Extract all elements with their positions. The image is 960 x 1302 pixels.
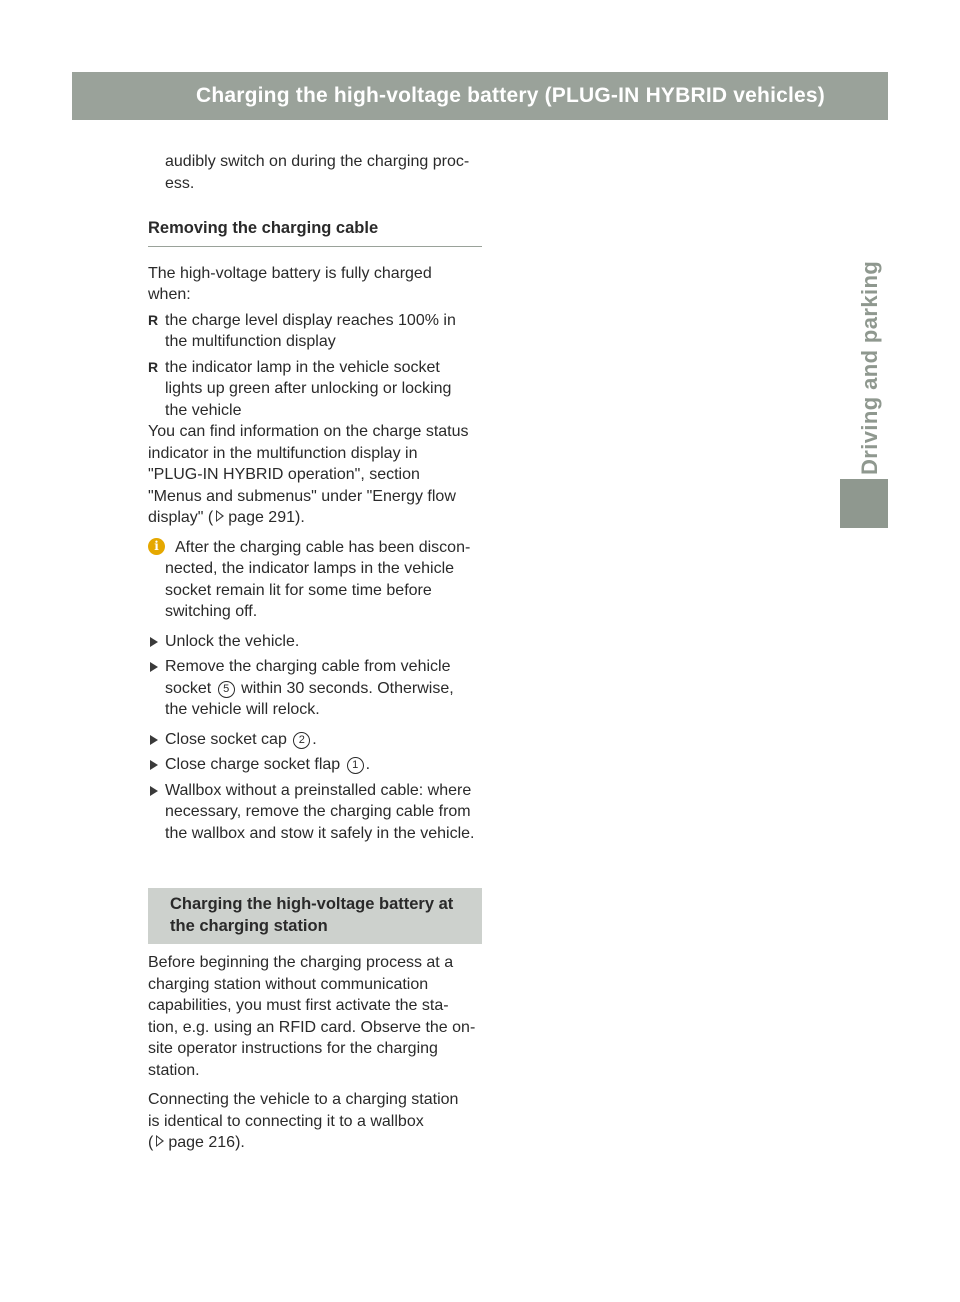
step-arrow-icon (150, 637, 158, 647)
page-reference-link[interactable]: page 216). (168, 1134, 245, 1151)
text-line: the vehicle (165, 401, 242, 419)
main-column (148, 151, 482, 1154)
text-line: Before beginning the charging process at a (148, 954, 454, 971)
side-tab-marker (840, 479, 888, 528)
text-line: the charging station (170, 916, 328, 935)
step-arrow-icon (150, 760, 158, 770)
text-line (165, 678, 482, 700)
intro-text (148, 151, 482, 194)
charge-status-paragraph (148, 421, 482, 529)
text-line: Unlock the vehicle. (165, 632, 300, 650)
text-line: when: (148, 286, 191, 303)
page-header (72, 72, 952, 120)
list-item (148, 357, 482, 422)
station-paragraph-2 (148, 1089, 482, 1154)
callout-number: 5 (218, 681, 235, 698)
step-item (148, 754, 482, 776)
page-ref-arrow-icon (156, 1135, 164, 1147)
text-line: "PLUG-IN HYBRID operation", section (148, 466, 420, 483)
text-fragment: socket (165, 679, 216, 697)
text-line: the charge level display reaches 100% in (165, 311, 456, 329)
text-line: "Menus and submenus" under "Energy flow (148, 487, 456, 505)
text-line: nected, the indicator lamps in the vehicle (165, 560, 455, 577)
text-line (148, 1132, 482, 1154)
step-item (148, 656, 482, 721)
text-line: Charging the high-voltage battery at (170, 895, 454, 913)
text-line: the wallbox and stow it safely in the vehicle. (165, 824, 475, 842)
text-line: Connecting the vehicle to a charging station (148, 1091, 459, 1108)
text-line: station. (148, 1061, 200, 1079)
step-item (148, 729, 482, 751)
text-fragment: display" ( (148, 509, 214, 526)
chapter-title: Charging the high-voltage battery (PLUG-IN HYBRID vehicles) (195, 84, 825, 107)
section-heading-removing: Removing the charging cable (148, 218, 482, 247)
text-line: is identical to connecting it to a wallbox (148, 1112, 424, 1130)
text-line: Remove the charging cable from vehicle (165, 658, 451, 675)
step-arrow-icon (150, 735, 158, 745)
text-fragment: within 30 seconds. Otherwise, (236, 679, 454, 697)
text-line: charging station without communication (148, 975, 429, 993)
text-line: indicator in the multifunction display in (148, 444, 418, 462)
step-item (148, 631, 482, 653)
step-item (148, 780, 482, 845)
info-note (148, 537, 482, 623)
text-line: socket remain lit for some time before (165, 581, 432, 599)
callout-number: 2 (293, 732, 310, 749)
text-line (148, 507, 482, 529)
text-line: audibly switch on during the charging proc- (165, 153, 470, 170)
text-fragment: . (312, 730, 317, 748)
text-line: lights up green after unlocking or locking (165, 380, 452, 397)
side-tab-label: Driving and parking (857, 260, 882, 475)
text-line: the vehicle will relock. (165, 701, 320, 718)
section-heading-station (148, 888, 482, 944)
info-icon: i (148, 538, 165, 555)
callout-number: 1 (347, 757, 364, 774)
text-line: necessary, remove the charging cable from (165, 803, 471, 820)
text-line: the indicator lamp in the vehicle socket (165, 358, 440, 376)
text-line: ess. (165, 174, 195, 192)
bullet-mark: R (148, 358, 159, 375)
step-arrow-icon (150, 662, 158, 672)
page-number: 217 (915, 84, 952, 107)
text-fragment: ( (148, 1134, 154, 1151)
list-item (148, 310, 482, 353)
text-fragment: Close socket cap (165, 730, 292, 748)
text-line: switching off. (165, 603, 258, 620)
text-line: site operator instructions for the charging (148, 1040, 438, 1057)
page-ref-arrow-icon (216, 510, 224, 522)
text-fragment: Close charge socket flap (165, 756, 345, 773)
text-line: You can find information on the charge status (148, 423, 469, 440)
text-line: The high-voltage battery is fully charged (148, 264, 432, 282)
text-line: Wallbox without a preinstalled cable: where (165, 781, 472, 799)
text-line: tion, e.g. using an RFID card. Observe the on- (148, 1018, 476, 1036)
bullet-mark: R (148, 311, 159, 328)
text-line (165, 754, 482, 776)
text-line: After the charging cable has been discon- (175, 538, 471, 556)
step-arrow-icon (150, 786, 158, 796)
page-reference-link[interactable]: page 291). (228, 509, 305, 526)
text-line: capabilities, you must first activate the sta- (148, 997, 449, 1014)
text-line (165, 729, 482, 751)
removing-lead (148, 263, 482, 306)
text-fragment: . (365, 756, 371, 773)
text-line: the multifunction display (165, 333, 336, 350)
station-paragraph-1 (148, 952, 482, 1081)
